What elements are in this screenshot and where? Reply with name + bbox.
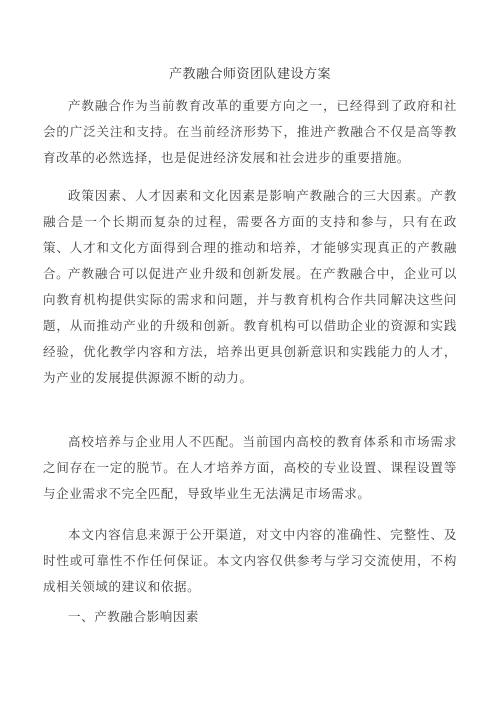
document-title: 产教融合师资团队建设方案 [168,67,331,82]
paragraph-factors: 政策因素、人才因素和文化因素是影响产教融合的三大因素。产教融合是一个长期而复杂的过程，需要各方面的支持和参与，只有在政策、人才和文化方面得到合理的推动和培养，才能够实现真正的产教融合。 [43,188,457,281]
section-heading: 一、产教融合影响因素 [68,609,200,624]
paragraph-mismatch: 高校培养与企业用人不匹配。当前国内高校的教育体系和市场需求之间存在一定的脱节。在人才培养方面，高校的专业设置、课程设置等与企业需求不完全匹配，导致毕业生无法满足市场需求。 [43,434,457,501]
paragraph-intro: 产教融合作为当前教育改革的重要方向之一，已经得到了政府和社会的广泛关注和支持。在当前经济形势下，推进产教融合不仅是高等教育改革的必然选择，也是促进经济发展和社会进步的重要措施。 [43,98,457,165]
paragraph-industry-upgrade: 产教融合可以促进产业升级和创新发展。在产教融合中，企业可以向教育机构提供实际的需求和问题，并与教育机构合作共同解决这些问题，从而推动产业的升级和创新。教育机构可以借助企业的资源和实践经验，优化教学内容和方法，培养出更具创新意识和实践能力的人才，为产业的发展提供源源不断的动力。 [43,266,457,385]
paragraph-disclaimer: 本文内容信息来源于公开渠道，对文中内容的准确性、完整性、及时性或可靠性不作任何保证。本文内容仅供参考与学习交流使用，不构成相关领域的建议和依据。 [43,527,457,594]
